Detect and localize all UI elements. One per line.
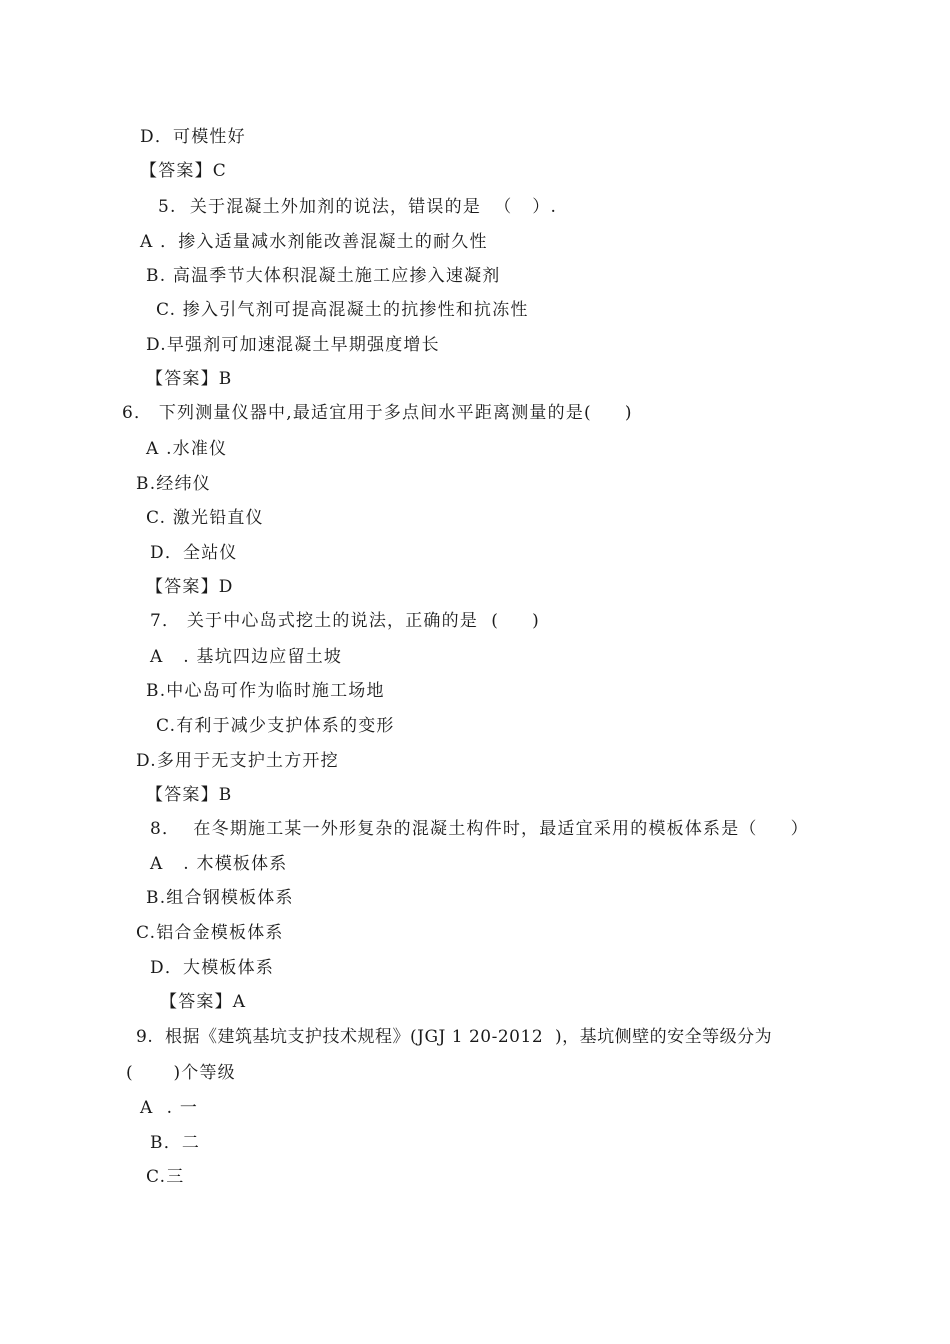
- question-7-answer: 【答案】B: [146, 785, 233, 805]
- question-8-stem: 8． 在冬期施工某一外形复杂的混凝土构件时，最适宜采用的模板体系是（ ）: [150, 819, 809, 839]
- question-8-option-a: A . 木模板体系: [150, 854, 288, 874]
- question-9-option-a: A . 一: [140, 1098, 199, 1118]
- question-7-option-c: C.有利于减少支护体系的变形: [156, 716, 395, 736]
- question-9-stem: 9. 根据《建筑基坑支护技术规程》(JGJ 1 20-2012 )，基坑侧壁的安全等级分为: [136, 1027, 773, 1047]
- question-6-option-c: C. 激光铅直仪: [146, 508, 264, 528]
- question-8-answer: 【答案】A: [160, 992, 247, 1012]
- question-6-stem: 6． 下列测量仪器中,最适宜用于多点间水平距离测量的是( ): [122, 403, 633, 423]
- question-6-option-a: A .水准仪: [146, 439, 228, 459]
- question-5-answer: 【答案】B: [146, 369, 233, 389]
- question-8-option-c: C.铝合金模板体系: [136, 923, 284, 943]
- question-4-option-d: D．可模性好: [140, 127, 246, 147]
- question-8-option-b: B.组合钢模板体系: [146, 888, 294, 908]
- question-4-answer: 【答案】C: [140, 161, 228, 181]
- question-6-answer: 【答案】D: [146, 577, 234, 597]
- question-9-option-c: C.三: [146, 1167, 185, 1187]
- question-6-option-d: D．全站仪: [150, 543, 238, 563]
- question-5-option-b: B. 高温季节大体积混凝土施工应掺入速凝剂: [146, 266, 501, 286]
- question-5-stem: 5. 关于混凝土外加剂的说法，错误的是 （ ）.: [158, 197, 558, 217]
- question-8-option-d: D．大模板体系: [150, 958, 275, 978]
- question-7-option-b: B.中心岛可作为临时施工场地: [146, 681, 385, 701]
- question-7-option-a: A . 基坑四边应留土坡: [150, 647, 343, 667]
- question-9-stem-continued: ( )个等级: [126, 1063, 236, 1083]
- question-6-option-b: B.经纬仪: [136, 474, 211, 494]
- question-9-option-b: B．二: [150, 1133, 201, 1153]
- question-7-option-d: D.多用于无支护土方开挖: [136, 751, 339, 771]
- question-5-option-c: C. 掺入引气剂可提高混凝土的抗掺性和抗冻性: [156, 300, 529, 320]
- question-5-option-a: A ．掺入适量减水剂能改善混凝土的耐久性: [140, 232, 488, 252]
- question-7-stem: 7． 关于中心岛式挖土的说法，正确的是 ( ): [150, 611, 540, 631]
- question-5-option-d: D.早强剂可加速混凝土早期强度增长: [146, 335, 440, 355]
